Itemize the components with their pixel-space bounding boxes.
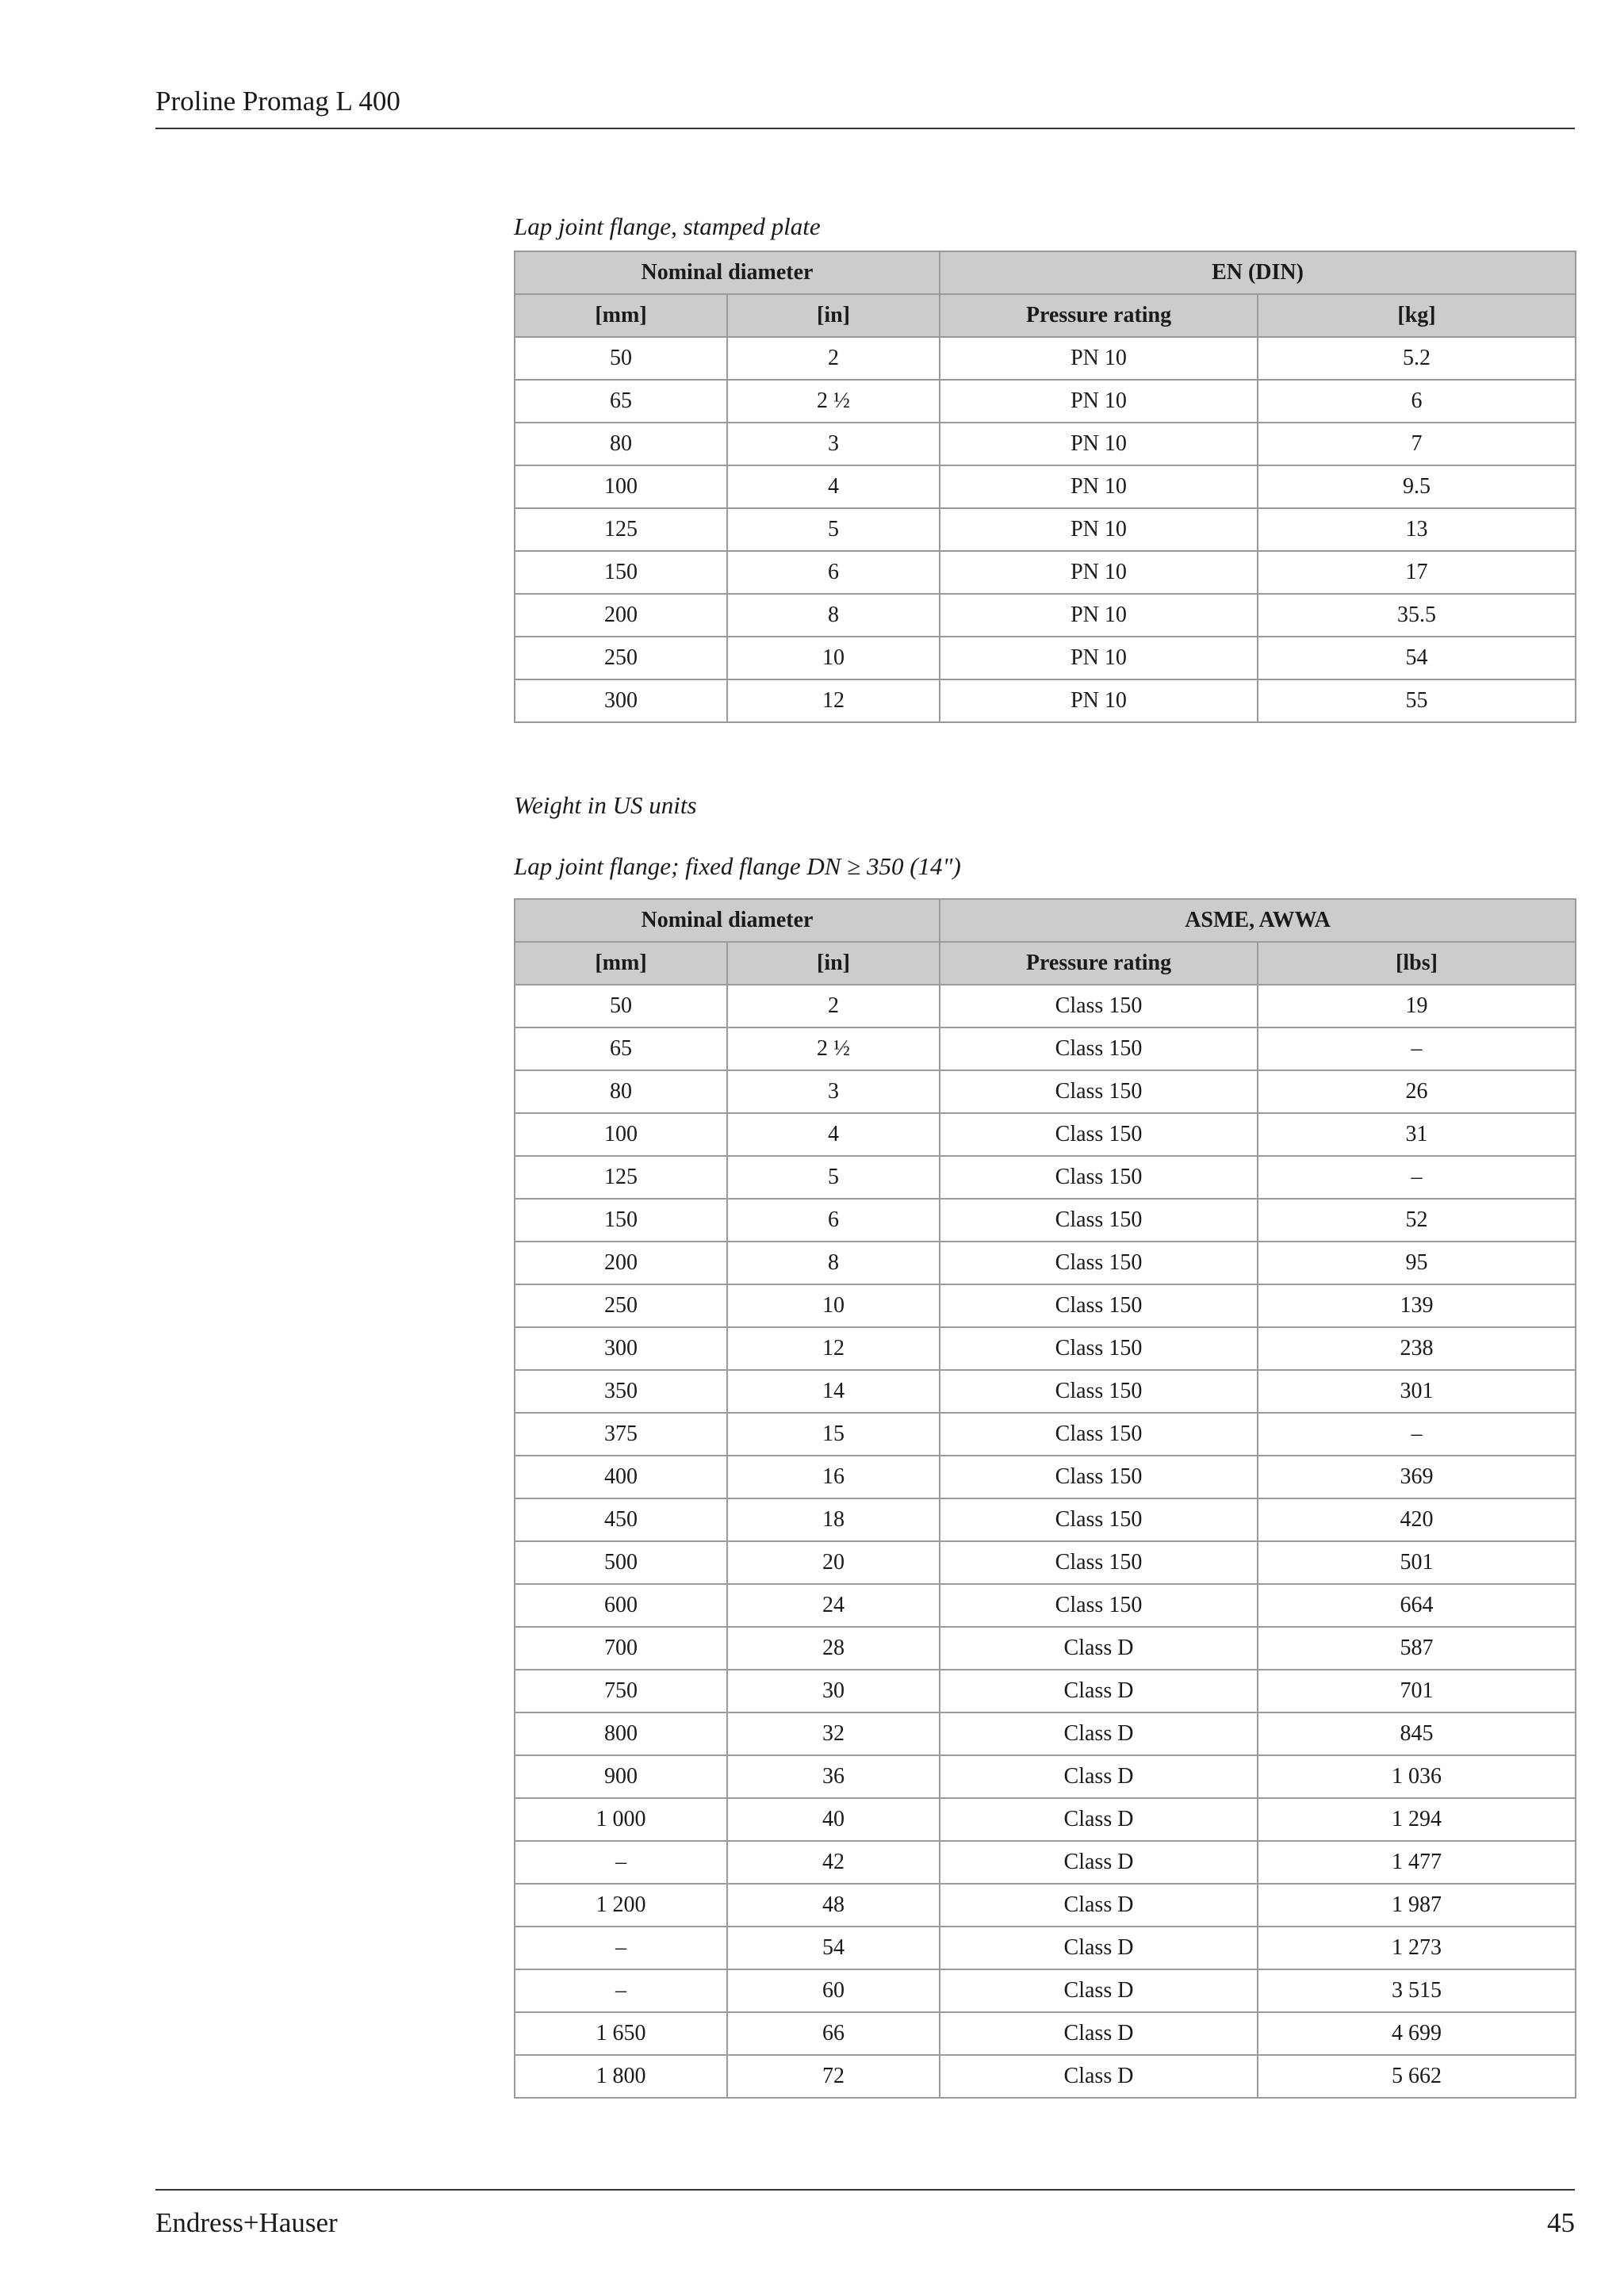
table-cell: 95: [1258, 1242, 1576, 1284]
table-cell: PN 10: [940, 337, 1258, 380]
table-row: [515, 1927, 1576, 1969]
table-row: [515, 551, 1576, 594]
table-cell: 16: [727, 1456, 940, 1498]
table-cell: 4 699: [1258, 2012, 1576, 2055]
table-cell: Class D: [940, 1670, 1258, 1712]
table-cell: 2 ½: [727, 380, 940, 423]
table-cell: 664: [1258, 1584, 1576, 1627]
table-cell: Class D: [940, 1755, 1258, 1798]
table-cell: Class 150: [940, 1498, 1258, 1541]
table-cell: 7: [1258, 423, 1576, 465]
table-row: [515, 1627, 1576, 1670]
table-cell: 450: [515, 1498, 727, 1541]
table-cell: 6: [727, 1199, 940, 1242]
table-cell: 2: [727, 337, 940, 380]
table2-col-pressure-rating: Pressure rating: [940, 942, 1258, 985]
table-cell: 14: [727, 1370, 940, 1413]
table-cell: Class 150: [940, 1156, 1258, 1199]
table-row: [515, 423, 1576, 465]
table-cell: 1 294: [1258, 1798, 1576, 1841]
table1-col-weight: [kg]: [1258, 294, 1576, 337]
footer-divider: [155, 2189, 1575, 2191]
table-row: [515, 985, 1576, 1027]
table-row: [515, 1027, 1576, 1070]
table-cell: Class 150: [940, 1284, 1258, 1327]
table-cell: Class D: [940, 2012, 1258, 2055]
table-row: [515, 1670, 1576, 1712]
footer-brand: Endress+Hauser: [155, 2207, 338, 2238]
page-number: 45: [1547, 2207, 1575, 2238]
table-cell: 20: [727, 1541, 940, 1584]
table-cell: 501: [1258, 1541, 1576, 1584]
table-cell: 12: [727, 1327, 940, 1370]
table1-lap-joint-stamped-plate: [514, 251, 1576, 723]
table-cell: 1 800: [515, 2055, 727, 2098]
table-cell: –: [515, 1927, 727, 1969]
table2-column-header-row: [515, 942, 1576, 985]
table-cell: 500: [515, 1541, 727, 1584]
table-row: [515, 594, 1576, 637]
table-cell: Class 150: [940, 1456, 1258, 1498]
table-cell: –: [515, 1841, 727, 1884]
table-cell: 301: [1258, 1370, 1576, 1413]
table-row: [515, 380, 1576, 423]
table-row: [515, 1456, 1576, 1498]
table-row: [515, 1969, 1576, 2012]
table-cell: 26: [1258, 1070, 1576, 1113]
table-cell: PN 10: [940, 380, 1258, 423]
table-cell: 200: [515, 594, 727, 637]
table2-body: [515, 985, 1576, 2098]
table-cell: 800: [515, 1712, 727, 1755]
table-cell: 65: [515, 1027, 727, 1070]
table-cell: 6: [1258, 380, 1576, 423]
table-cell: PN 10: [940, 679, 1258, 722]
table2-lap-joint-fixed-flange: [514, 898, 1576, 2099]
table-cell: PN 10: [940, 551, 1258, 594]
table2-group-nominal-diameter: Nominal diameter: [515, 899, 940, 942]
table-cell: 1 987: [1258, 1884, 1576, 1927]
table-cell: 5 662: [1258, 2055, 1576, 2098]
table-row: [515, 508, 1576, 551]
table1-group-header-row: [515, 251, 1576, 294]
table-row: [515, 637, 1576, 679]
table-cell: PN 10: [940, 423, 1258, 465]
table-cell: PN 10: [940, 637, 1258, 679]
table-cell: 12: [727, 679, 940, 722]
table1-col-pressure-rating: Pressure rating: [940, 294, 1258, 337]
table-cell: 72: [727, 2055, 940, 2098]
us-units-heading: Weight in US units: [514, 791, 697, 819]
table-row: [515, 1413, 1576, 1456]
table-cell: 400: [515, 1456, 727, 1498]
table-cell: 42: [727, 1841, 940, 1884]
table-cell: 32: [727, 1712, 940, 1755]
table-cell: 30: [727, 1670, 940, 1712]
table-cell: 5.2: [1258, 337, 1576, 380]
table-cell: Class 150: [940, 1413, 1258, 1456]
table-cell: 350: [515, 1370, 727, 1413]
table-cell: 9.5: [1258, 465, 1576, 508]
table-cell: 10: [727, 1284, 940, 1327]
table-cell: 250: [515, 637, 727, 679]
table2-col-in: [in]: [727, 942, 940, 985]
table-cell: 600: [515, 1584, 727, 1627]
table-cell: 300: [515, 679, 727, 722]
table-cell: Class 150: [940, 1584, 1258, 1627]
table-cell: 1 650: [515, 2012, 727, 2055]
table-row: [515, 1284, 1576, 1327]
table-cell: 250: [515, 1284, 727, 1327]
table2-col-mm: [mm]: [515, 942, 727, 985]
table-cell: Class D: [940, 2055, 1258, 2098]
table-cell: Class D: [940, 1884, 1258, 1927]
table-cell: PN 10: [940, 508, 1258, 551]
table-row: [515, 1242, 1576, 1284]
table-row: [515, 1755, 1576, 1798]
table-cell: Class 150: [940, 1199, 1258, 1242]
table-cell: 4: [727, 465, 940, 508]
table2-caption: Lap joint flange; fixed flange DN ≥ 350 (14"): [514, 852, 961, 880]
table-cell: 100: [515, 1113, 727, 1156]
table1-column-header-row: [515, 294, 1576, 337]
table-cell: 10: [727, 637, 940, 679]
table-cell: 750: [515, 1670, 727, 1712]
table-row: [515, 465, 1576, 508]
table-cell: 55: [1258, 679, 1576, 722]
table-cell: 2: [727, 985, 940, 1027]
table-cell: –: [1258, 1413, 1576, 1456]
table-cell: 2 ½: [727, 1027, 940, 1070]
table-cell: 40: [727, 1798, 940, 1841]
table-cell: 36: [727, 1755, 940, 1798]
table-cell: 1 200: [515, 1884, 727, 1927]
table2-group-standard: ASME, AWWA: [940, 899, 1576, 942]
table-row: [515, 2055, 1576, 2098]
table-cell: Class D: [940, 1712, 1258, 1755]
table2-col-weight: [lbs]: [1258, 942, 1576, 985]
table-cell: 52: [1258, 1199, 1576, 1242]
table-cell: 100: [515, 465, 727, 508]
table-cell: 50: [515, 337, 727, 380]
table-row: [515, 679, 1576, 722]
table-cell: 3 515: [1258, 1969, 1576, 2012]
table-cell: 125: [515, 1156, 727, 1199]
table-cell: 24: [727, 1584, 940, 1627]
table-cell: 54: [1258, 637, 1576, 679]
table-row: [515, 1070, 1576, 1113]
table-cell: Class 150: [940, 1027, 1258, 1070]
table-cell: 8: [727, 594, 940, 637]
table-cell: 15: [727, 1413, 940, 1456]
table-cell: 3: [727, 423, 940, 465]
table-cell: 80: [515, 1070, 727, 1113]
table-cell: Class 150: [940, 985, 1258, 1027]
table-cell: Class 150: [940, 1070, 1258, 1113]
header-divider: [155, 128, 1575, 129]
table-row: [515, 1199, 1576, 1242]
table-cell: 5: [727, 508, 940, 551]
table-cell: 139: [1258, 1284, 1576, 1327]
table-cell: 701: [1258, 1670, 1576, 1712]
table-cell: PN 10: [940, 594, 1258, 637]
table-cell: 65: [515, 380, 727, 423]
table-cell: –: [1258, 1156, 1576, 1199]
table-cell: 3: [727, 1070, 940, 1113]
table-cell: 28: [727, 1627, 940, 1670]
table-cell: 31: [1258, 1113, 1576, 1156]
table-cell: 50: [515, 985, 727, 1027]
table-cell: PN 10: [940, 465, 1258, 508]
table-row: [515, 1884, 1576, 1927]
table-cell: 587: [1258, 1627, 1576, 1670]
table1-group-standard: EN (DIN): [940, 251, 1576, 294]
table-row: [515, 1156, 1576, 1199]
table-row: [515, 1113, 1576, 1156]
table-cell: 19: [1258, 985, 1576, 1027]
table-cell: 1 477: [1258, 1841, 1576, 1884]
table-row: [515, 1327, 1576, 1370]
table-cell: 150: [515, 1199, 727, 1242]
table-row: [515, 1712, 1576, 1755]
table-cell: Class D: [940, 1841, 1258, 1884]
table-cell: Class 150: [940, 1370, 1258, 1413]
table-cell: 4: [727, 1113, 940, 1156]
table-cell: 17: [1258, 551, 1576, 594]
table1-caption: Lap joint flange, stamped plate: [514, 212, 821, 240]
table-cell: 1 036: [1258, 1755, 1576, 1798]
table-cell: Class 150: [940, 1242, 1258, 1284]
table-cell: Class 150: [940, 1113, 1258, 1156]
table-cell: 420: [1258, 1498, 1576, 1541]
table1-col-mm: [mm]: [515, 294, 727, 337]
table1-group-nominal-diameter: Nominal diameter: [515, 251, 940, 294]
table-cell: Class D: [940, 1927, 1258, 1969]
table-cell: 1 273: [1258, 1927, 1576, 1969]
table-cell: 125: [515, 508, 727, 551]
table-cell: 200: [515, 1242, 727, 1284]
table-cell: Class D: [940, 1969, 1258, 2012]
table-cell: 18: [727, 1498, 940, 1541]
table-cell: 300: [515, 1327, 727, 1370]
table-cell: 1 000: [515, 1798, 727, 1841]
table-row: [515, 1498, 1576, 1541]
table-cell: 66: [727, 2012, 940, 2055]
table-cell: Class 150: [940, 1327, 1258, 1370]
table-cell: 700: [515, 1627, 727, 1670]
table-cell: 150: [515, 551, 727, 594]
table-cell: –: [1258, 1027, 1576, 1070]
table-row: [515, 1370, 1576, 1413]
table-row: [515, 1584, 1576, 1627]
table1-body: [515, 337, 1576, 722]
table-cell: 369: [1258, 1456, 1576, 1498]
table-cell: 6: [727, 551, 940, 594]
table-cell: –: [515, 1969, 727, 2012]
table-cell: 35.5: [1258, 594, 1576, 637]
table-cell: 845: [1258, 1712, 1576, 1755]
table-cell: 48: [727, 1884, 940, 1927]
table-cell: 5: [727, 1156, 940, 1199]
page-header-title: Proline Promag L 400: [155, 86, 400, 117]
table-row: [515, 1798, 1576, 1841]
table2-group-header-row: [515, 899, 1576, 942]
table-cell: 54: [727, 1927, 940, 1969]
table-cell: 238: [1258, 1327, 1576, 1370]
table-cell: Class 150: [940, 1541, 1258, 1584]
table-cell: 60: [727, 1969, 940, 2012]
table-cell: 13: [1258, 508, 1576, 551]
table1-col-in: [in]: [727, 294, 940, 337]
table-row: [515, 1841, 1576, 1884]
table-row: [515, 337, 1576, 380]
table-cell: 900: [515, 1755, 727, 1798]
table-cell: Class D: [940, 1798, 1258, 1841]
table-cell: 8: [727, 1242, 940, 1284]
table-row: [515, 2012, 1576, 2055]
table-row: [515, 1541, 1576, 1584]
table-cell: 375: [515, 1413, 727, 1456]
table-cell: Class D: [940, 1627, 1258, 1670]
table-cell: 80: [515, 423, 727, 465]
